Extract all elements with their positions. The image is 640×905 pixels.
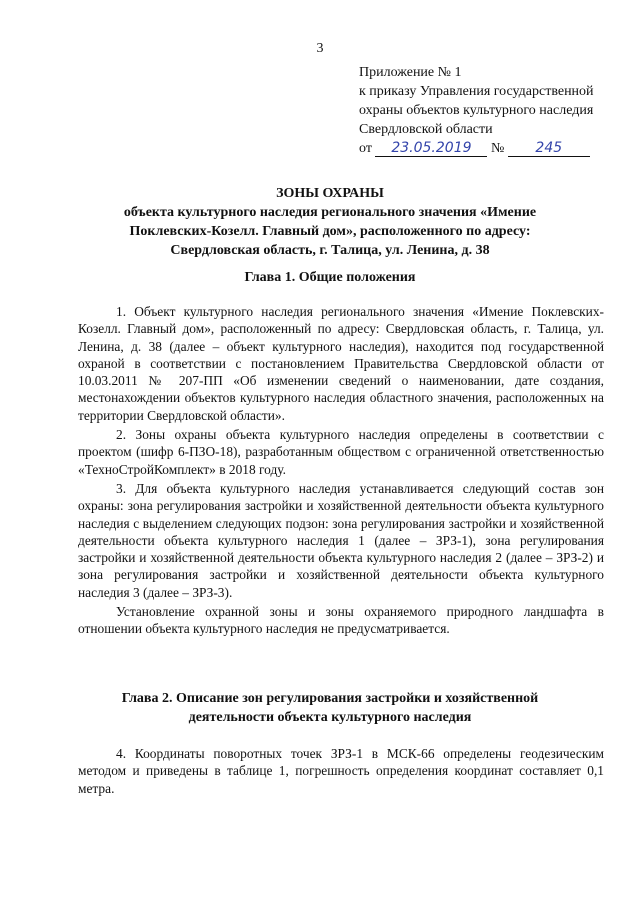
- handwritten-date: 23.05.2019: [375, 141, 487, 157]
- handwritten-number: 245: [508, 141, 590, 157]
- paragraph-4: 4. Координаты поворотных точек ЗРЗ-1 в МСК-66 определены геодезическим методом и приведены в таблице 1, погрешность определения координат составляет 0,1 метра.: [78, 746, 604, 796]
- document-title: [70, 184, 590, 260]
- number-prefix: №: [490, 141, 505, 156]
- chapter-2-body: [78, 745, 604, 797]
- date-prefix: от: [359, 141, 372, 156]
- title-line-2: Поклевских-Козелл. Главный дом», расположенного по адресу:: [129, 224, 531, 239]
- title-line-1: объекта культурного наследия регионального значения «Имение: [123, 205, 537, 220]
- chapter-2-heading: [70, 689, 590, 727]
- paragraph-2: 2. Зоны охраны объекта культурного наследия определены в соответствии с проектом (шифр 6-ПЗО-18), разработанным обществом с ограниченной ответственностью «ТехноСтройКомплект» в 2018 году.: [78, 427, 604, 477]
- appendix-block: [359, 63, 629, 158]
- chapter-1-body: [78, 303, 604, 638]
- appendix-line-1: Приложение № 1: [359, 65, 462, 80]
- appendix-line-2: к приказу Управления государственной: [359, 84, 594, 99]
- chapter-2-heading-line-1: Глава 2. Описание зон регулирования застройки и хозяйственной: [121, 691, 539, 706]
- page-number: 3: [316, 41, 324, 56]
- title-line-3: Свердловская область, г. Талица, ул. Ленина, д. 38: [170, 243, 490, 258]
- chapter-2-heading-line-2: деятельности объекта культурного наследия: [188, 710, 472, 725]
- appendix-line-4: Свердловской области: [359, 122, 493, 137]
- paragraph-3: 3. Для объекта культурного наследия устанавливается следующий состав зон охраны: зона регулирования застройки и хозяйственной деятельности объекта культурного наследия с выделением следующих подзон: зона регулирования застройки и хозяйственной деятельности объекта культурного наследия 1 (далее – ЗРЗ-1), зона регулирования застройки и хозяйственной деятельности объекта культурного наследия 2 (далее – ЗРЗ-2) и зона регулирования застройки и хозяйственной деятельности объекта культурного наследия 3 (далее – ЗРЗ-3).: [78, 480, 604, 600]
- title-main: ЗОНЫ ОХРАНЫ: [276, 186, 384, 201]
- chapter-1-heading: Глава 1. Общие положения: [244, 270, 416, 285]
- paragraph-3a: Установление охранной зоны и зоны охраняемого природного ландшафта в отношении объекта культурного наследия не предусматривается.: [78, 604, 604, 637]
- appendix-line-3: охраны объектов культурного наследия: [359, 103, 594, 118]
- paragraph-1: 1. Объект культурного наследия регионального значения «Имение Поклевских-Козелл. Главный дом», расположенный по адресу: Свердловская область, г. Талица, ул. Ленина, д. 38 (далее – объект культурного наследия), находится под государственной охраной в соответствии с постановлением Правительства Свердловской области от 10.03.2011 № 207-ПП «Об изменении сведений о наименовании, дате создания, местонахождении объектов культурного наследия областного значения, расположенных на территории Свердловской области».: [78, 304, 604, 423]
- appendix-date-line: [359, 139, 629, 158]
